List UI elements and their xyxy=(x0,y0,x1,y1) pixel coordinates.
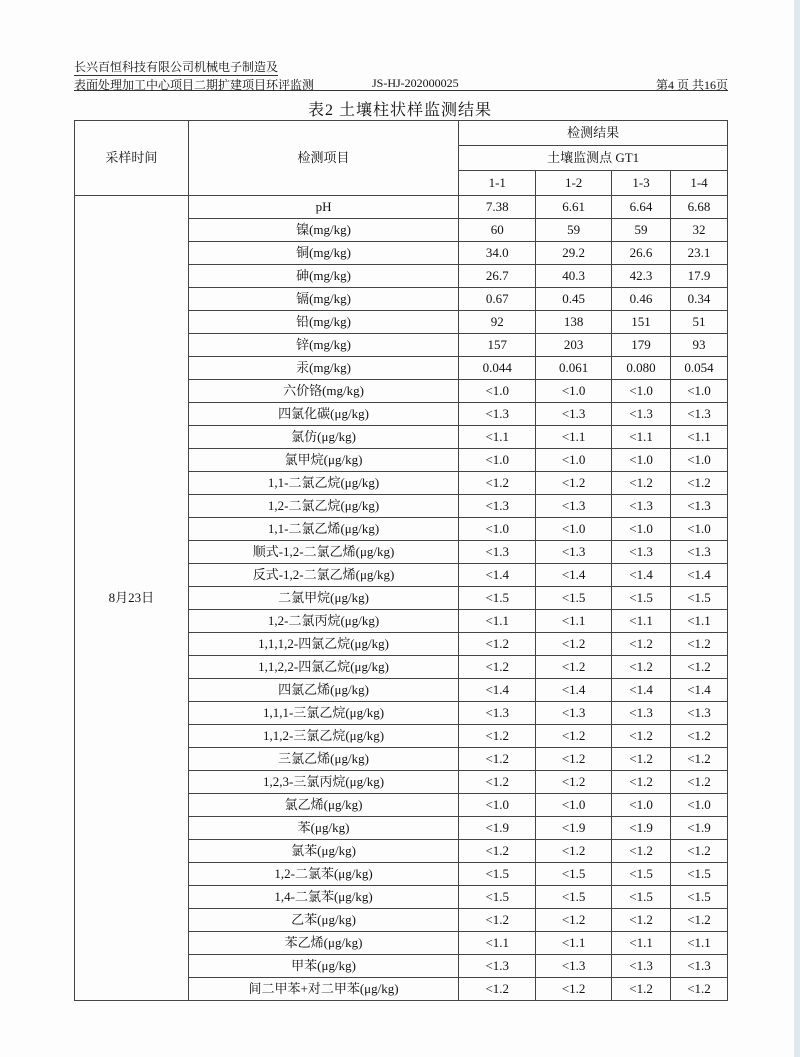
value-cell: <1.1 xyxy=(612,426,671,449)
value-cell: 40.3 xyxy=(536,265,612,288)
value-cell: <1.2 xyxy=(536,771,612,794)
value-cell: <1.1 xyxy=(536,426,612,449)
value-cell: <1.2 xyxy=(536,840,612,863)
header-line xyxy=(74,76,728,91)
item-cell: pH xyxy=(188,196,459,219)
value-cell: <1.2 xyxy=(671,840,728,863)
item-cell: 1,1,1-三氯乙烷(μg/kg) xyxy=(188,702,459,725)
item-cell: 苯(μg/kg) xyxy=(188,817,459,840)
value-cell: <1.2 xyxy=(671,978,728,1001)
value-cell: <1.2 xyxy=(536,725,612,748)
item-cell: 四氯化碳(μg/kg) xyxy=(188,403,459,426)
value-cell: <1.3 xyxy=(536,702,612,725)
value-cell: <1.4 xyxy=(671,564,728,587)
value-cell: <1.2 xyxy=(612,748,671,771)
value-cell: 151 xyxy=(612,311,671,334)
header-point: 土壤监测点 GT1 xyxy=(459,146,728,171)
value-cell: <1.1 xyxy=(536,932,612,955)
item-cell: 反式-1,2-二氯乙烯(μg/kg) xyxy=(188,564,459,587)
value-cell: <1.5 xyxy=(536,587,612,610)
value-cell: <1.1 xyxy=(671,426,728,449)
item-cell: 1,1,2,2-四氯乙烷(μg/kg) xyxy=(188,656,459,679)
value-cell: <1.3 xyxy=(612,702,671,725)
page-number: 第4 页 共16页 xyxy=(655,78,728,92)
value-cell: <1.2 xyxy=(459,771,536,794)
item-cell: 1,2-二氯丙烷(μg/kg) xyxy=(188,610,459,633)
value-cell: <1.2 xyxy=(536,656,612,679)
value-cell: 29.2 xyxy=(536,242,612,265)
results-table xyxy=(74,120,728,1001)
value-cell: <1.2 xyxy=(612,633,671,656)
value-cell: <1.1 xyxy=(459,426,536,449)
header-sub-col: 1-1 xyxy=(459,171,536,196)
value-cell: <1.2 xyxy=(459,978,536,1001)
value-cell: <1.0 xyxy=(536,449,612,472)
header-sub-col: 1-4 xyxy=(671,171,728,196)
item-cell: 氯苯(μg/kg) xyxy=(188,840,459,863)
value-cell: <1.3 xyxy=(459,403,536,426)
value-cell: <1.5 xyxy=(671,886,728,909)
value-cell: <1.5 xyxy=(459,886,536,909)
value-cell: <1.3 xyxy=(459,955,536,978)
value-cell: <1.0 xyxy=(671,380,728,403)
item-cell: 1,4-二氯苯(μg/kg) xyxy=(188,886,459,909)
value-cell: 32 xyxy=(671,219,728,242)
item-cell: 砷(mg/kg) xyxy=(188,265,459,288)
item-cell: 顺式-1,2-二氯乙烯(μg/kg) xyxy=(188,541,459,564)
value-cell: 0.080 xyxy=(612,357,671,380)
value-cell: <1.2 xyxy=(612,978,671,1001)
item-cell: 1,1-二氯乙烷(μg/kg) xyxy=(188,472,459,495)
item-cell: 镉(mg/kg) xyxy=(188,288,459,311)
value-cell: <1.2 xyxy=(612,840,671,863)
value-cell: <1.0 xyxy=(459,518,536,541)
value-cell: 179 xyxy=(612,334,671,357)
scan-edge xyxy=(794,0,800,1057)
value-cell: 0.46 xyxy=(612,288,671,311)
item-cell: 乙苯(μg/kg) xyxy=(188,909,459,932)
value-cell: <1.4 xyxy=(612,564,671,587)
value-cell: 0.45 xyxy=(536,288,612,311)
item-cell: 氯乙烯(μg/kg) xyxy=(188,794,459,817)
value-cell: <1.5 xyxy=(536,886,612,909)
header-sampling-time: 采样时间 xyxy=(75,121,189,196)
value-cell: 51 xyxy=(671,311,728,334)
value-cell: <1.2 xyxy=(671,771,728,794)
value-cell: <1.2 xyxy=(459,840,536,863)
item-cell: 氯甲烷(μg/kg) xyxy=(188,449,459,472)
value-cell: 92 xyxy=(459,311,536,334)
header-item: 检测项目 xyxy=(188,121,459,196)
item-cell: 镍(mg/kg) xyxy=(188,219,459,242)
sampling-date: 8月23日 xyxy=(75,196,189,1001)
item-cell: 苯乙烯(μg/kg) xyxy=(188,932,459,955)
value-cell: <1.5 xyxy=(612,587,671,610)
value-cell: <1.2 xyxy=(459,472,536,495)
value-cell: <1.1 xyxy=(459,932,536,955)
value-cell: <1.3 xyxy=(612,495,671,518)
value-cell: <1.3 xyxy=(459,541,536,564)
value-cell: <1.2 xyxy=(612,472,671,495)
value-cell: <1.2 xyxy=(612,656,671,679)
value-cell: <1.3 xyxy=(536,541,612,564)
value-cell: <1.2 xyxy=(671,656,728,679)
value-cell: 138 xyxy=(536,311,612,334)
value-cell: <1.2 xyxy=(612,725,671,748)
value-cell: <1.3 xyxy=(536,403,612,426)
value-cell: 93 xyxy=(671,334,728,357)
value-cell: <1.0 xyxy=(612,449,671,472)
item-cell: 1,2-二氯苯(μg/kg) xyxy=(188,863,459,886)
value-cell: <1.2 xyxy=(536,978,612,1001)
value-cell: <1.1 xyxy=(459,610,536,633)
header-results: 检测结果 xyxy=(459,121,728,146)
value-cell: <1.3 xyxy=(612,403,671,426)
value-cell: 6.68 xyxy=(671,196,728,219)
value-cell: <1.3 xyxy=(536,495,612,518)
value-cell: 60 xyxy=(459,219,536,242)
value-cell: <1.1 xyxy=(671,932,728,955)
value-cell: <1.0 xyxy=(459,794,536,817)
item-cell: 1,1,1,2-四氯乙烷(μg/kg) xyxy=(188,633,459,656)
value-cell: <1.2 xyxy=(671,633,728,656)
header-company: 长兴百恒科技有限公司机械电子制造及 xyxy=(74,60,279,74)
value-cell: <1.3 xyxy=(459,702,536,725)
item-cell: 铅(mg/kg) xyxy=(188,311,459,334)
value-cell: <1.2 xyxy=(459,656,536,679)
value-cell: <1.3 xyxy=(671,955,728,978)
item-cell: 锌(mg/kg) xyxy=(188,334,459,357)
value-cell: <1.2 xyxy=(536,909,612,932)
value-cell: <1.5 xyxy=(671,587,728,610)
item-cell: 二氯甲烷(μg/kg) xyxy=(188,587,459,610)
value-cell: <1.0 xyxy=(671,449,728,472)
value-cell: <1.2 xyxy=(671,725,728,748)
value-cell: <1.4 xyxy=(536,564,612,587)
value-cell: <1.2 xyxy=(671,472,728,495)
item-cell: 1,2-二氯乙烷(μg/kg) xyxy=(188,495,459,518)
value-cell: <1.5 xyxy=(612,863,671,886)
value-cell: <1.5 xyxy=(536,863,612,886)
value-cell: <1.3 xyxy=(671,495,728,518)
value-cell: 157 xyxy=(459,334,536,357)
value-cell: <1.0 xyxy=(459,449,536,472)
value-cell: 6.61 xyxy=(536,196,612,219)
value-cell: <1.2 xyxy=(536,472,612,495)
value-cell: 26.6 xyxy=(612,242,671,265)
table-row xyxy=(75,196,728,219)
value-cell: <1.3 xyxy=(671,702,728,725)
value-cell: 17.9 xyxy=(671,265,728,288)
item-cell: 汞(mg/kg) xyxy=(188,357,459,380)
value-cell: <1.2 xyxy=(671,909,728,932)
value-cell: <1.1 xyxy=(671,610,728,633)
value-cell: <1.4 xyxy=(671,679,728,702)
value-cell: 34.0 xyxy=(459,242,536,265)
value-cell: 59 xyxy=(612,219,671,242)
item-cell: 甲苯(μg/kg) xyxy=(188,955,459,978)
value-cell: 42.3 xyxy=(612,265,671,288)
value-cell: <1.9 xyxy=(459,817,536,840)
item-cell: 氯仿(μg/kg) xyxy=(188,426,459,449)
item-cell: 1,1-二氯乙烯(μg/kg) xyxy=(188,518,459,541)
value-cell: 0.054 xyxy=(671,357,728,380)
value-cell: <1.2 xyxy=(459,909,536,932)
value-cell: <1.5 xyxy=(459,587,536,610)
value-cell: <1.2 xyxy=(459,725,536,748)
value-cell: <1.1 xyxy=(612,932,671,955)
value-cell: <1.2 xyxy=(671,748,728,771)
value-cell: <1.2 xyxy=(612,771,671,794)
value-cell: <1.4 xyxy=(459,564,536,587)
value-cell: <1.4 xyxy=(459,679,536,702)
value-cell: <1.0 xyxy=(671,518,728,541)
value-cell: 59 xyxy=(536,219,612,242)
value-cell: 0.67 xyxy=(459,288,536,311)
value-cell: 0.044 xyxy=(459,357,536,380)
value-cell: <1.2 xyxy=(459,748,536,771)
item-cell: 间二甲苯+对二甲苯(μg/kg) xyxy=(188,978,459,1001)
value-cell: <1.4 xyxy=(536,679,612,702)
value-cell: <1.5 xyxy=(459,863,536,886)
value-cell: <1.0 xyxy=(536,380,612,403)
value-cell: <1.5 xyxy=(671,863,728,886)
report-number: JS-HJ-202000025 xyxy=(372,76,459,90)
value-cell: <1.3 xyxy=(671,541,728,564)
value-cell: <1.0 xyxy=(459,380,536,403)
value-cell: 203 xyxy=(536,334,612,357)
value-cell: 7.38 xyxy=(459,196,536,219)
value-cell: <1.1 xyxy=(536,610,612,633)
value-cell: <1.2 xyxy=(459,633,536,656)
value-cell: <1.9 xyxy=(536,817,612,840)
value-cell: <1.3 xyxy=(612,541,671,564)
item-cell: 六价铬(mg/kg) xyxy=(188,380,459,403)
header-project: 表面处理加工中心项目二期扩建项目环评监测 xyxy=(74,78,315,92)
item-cell: 铜(mg/kg) xyxy=(188,242,459,265)
value-cell: <1.4 xyxy=(612,679,671,702)
value-cell: <1.0 xyxy=(536,518,612,541)
value-cell: <1.3 xyxy=(459,495,536,518)
value-cell: <1.3 xyxy=(612,955,671,978)
value-cell: <1.3 xyxy=(671,403,728,426)
value-cell: 23.1 xyxy=(671,242,728,265)
value-cell: <1.1 xyxy=(612,610,671,633)
item-cell: 1,2,3-三氯丙烷(μg/kg) xyxy=(188,771,459,794)
value-cell: <1.0 xyxy=(671,794,728,817)
value-cell: <1.9 xyxy=(612,817,671,840)
value-cell: <1.5 xyxy=(612,886,671,909)
value-cell: <1.0 xyxy=(536,794,612,817)
value-cell: <1.2 xyxy=(536,748,612,771)
value-cell: 6.64 xyxy=(612,196,671,219)
value-cell: <1.2 xyxy=(612,909,671,932)
value-cell: <1.9 xyxy=(671,817,728,840)
header-sub-col: 1-2 xyxy=(536,171,612,196)
value-cell: 0.061 xyxy=(536,357,612,380)
value-cell: <1.2 xyxy=(536,633,612,656)
value-cell: 0.34 xyxy=(671,288,728,311)
value-cell: <1.3 xyxy=(536,955,612,978)
item-cell: 三氯乙烯(μg/kg) xyxy=(188,748,459,771)
header-sub-col: 1-3 xyxy=(612,171,671,196)
value-cell: 26.7 xyxy=(459,265,536,288)
value-cell: <1.0 xyxy=(612,518,671,541)
item-cell: 四氯乙烯(μg/kg) xyxy=(188,679,459,702)
value-cell: <1.0 xyxy=(612,380,671,403)
item-cell: 1,1,2-三氯乙烷(μg/kg) xyxy=(188,725,459,748)
table-title: 表2 土壤柱状样监测结果 xyxy=(307,102,492,119)
value-cell: <1.0 xyxy=(612,794,671,817)
